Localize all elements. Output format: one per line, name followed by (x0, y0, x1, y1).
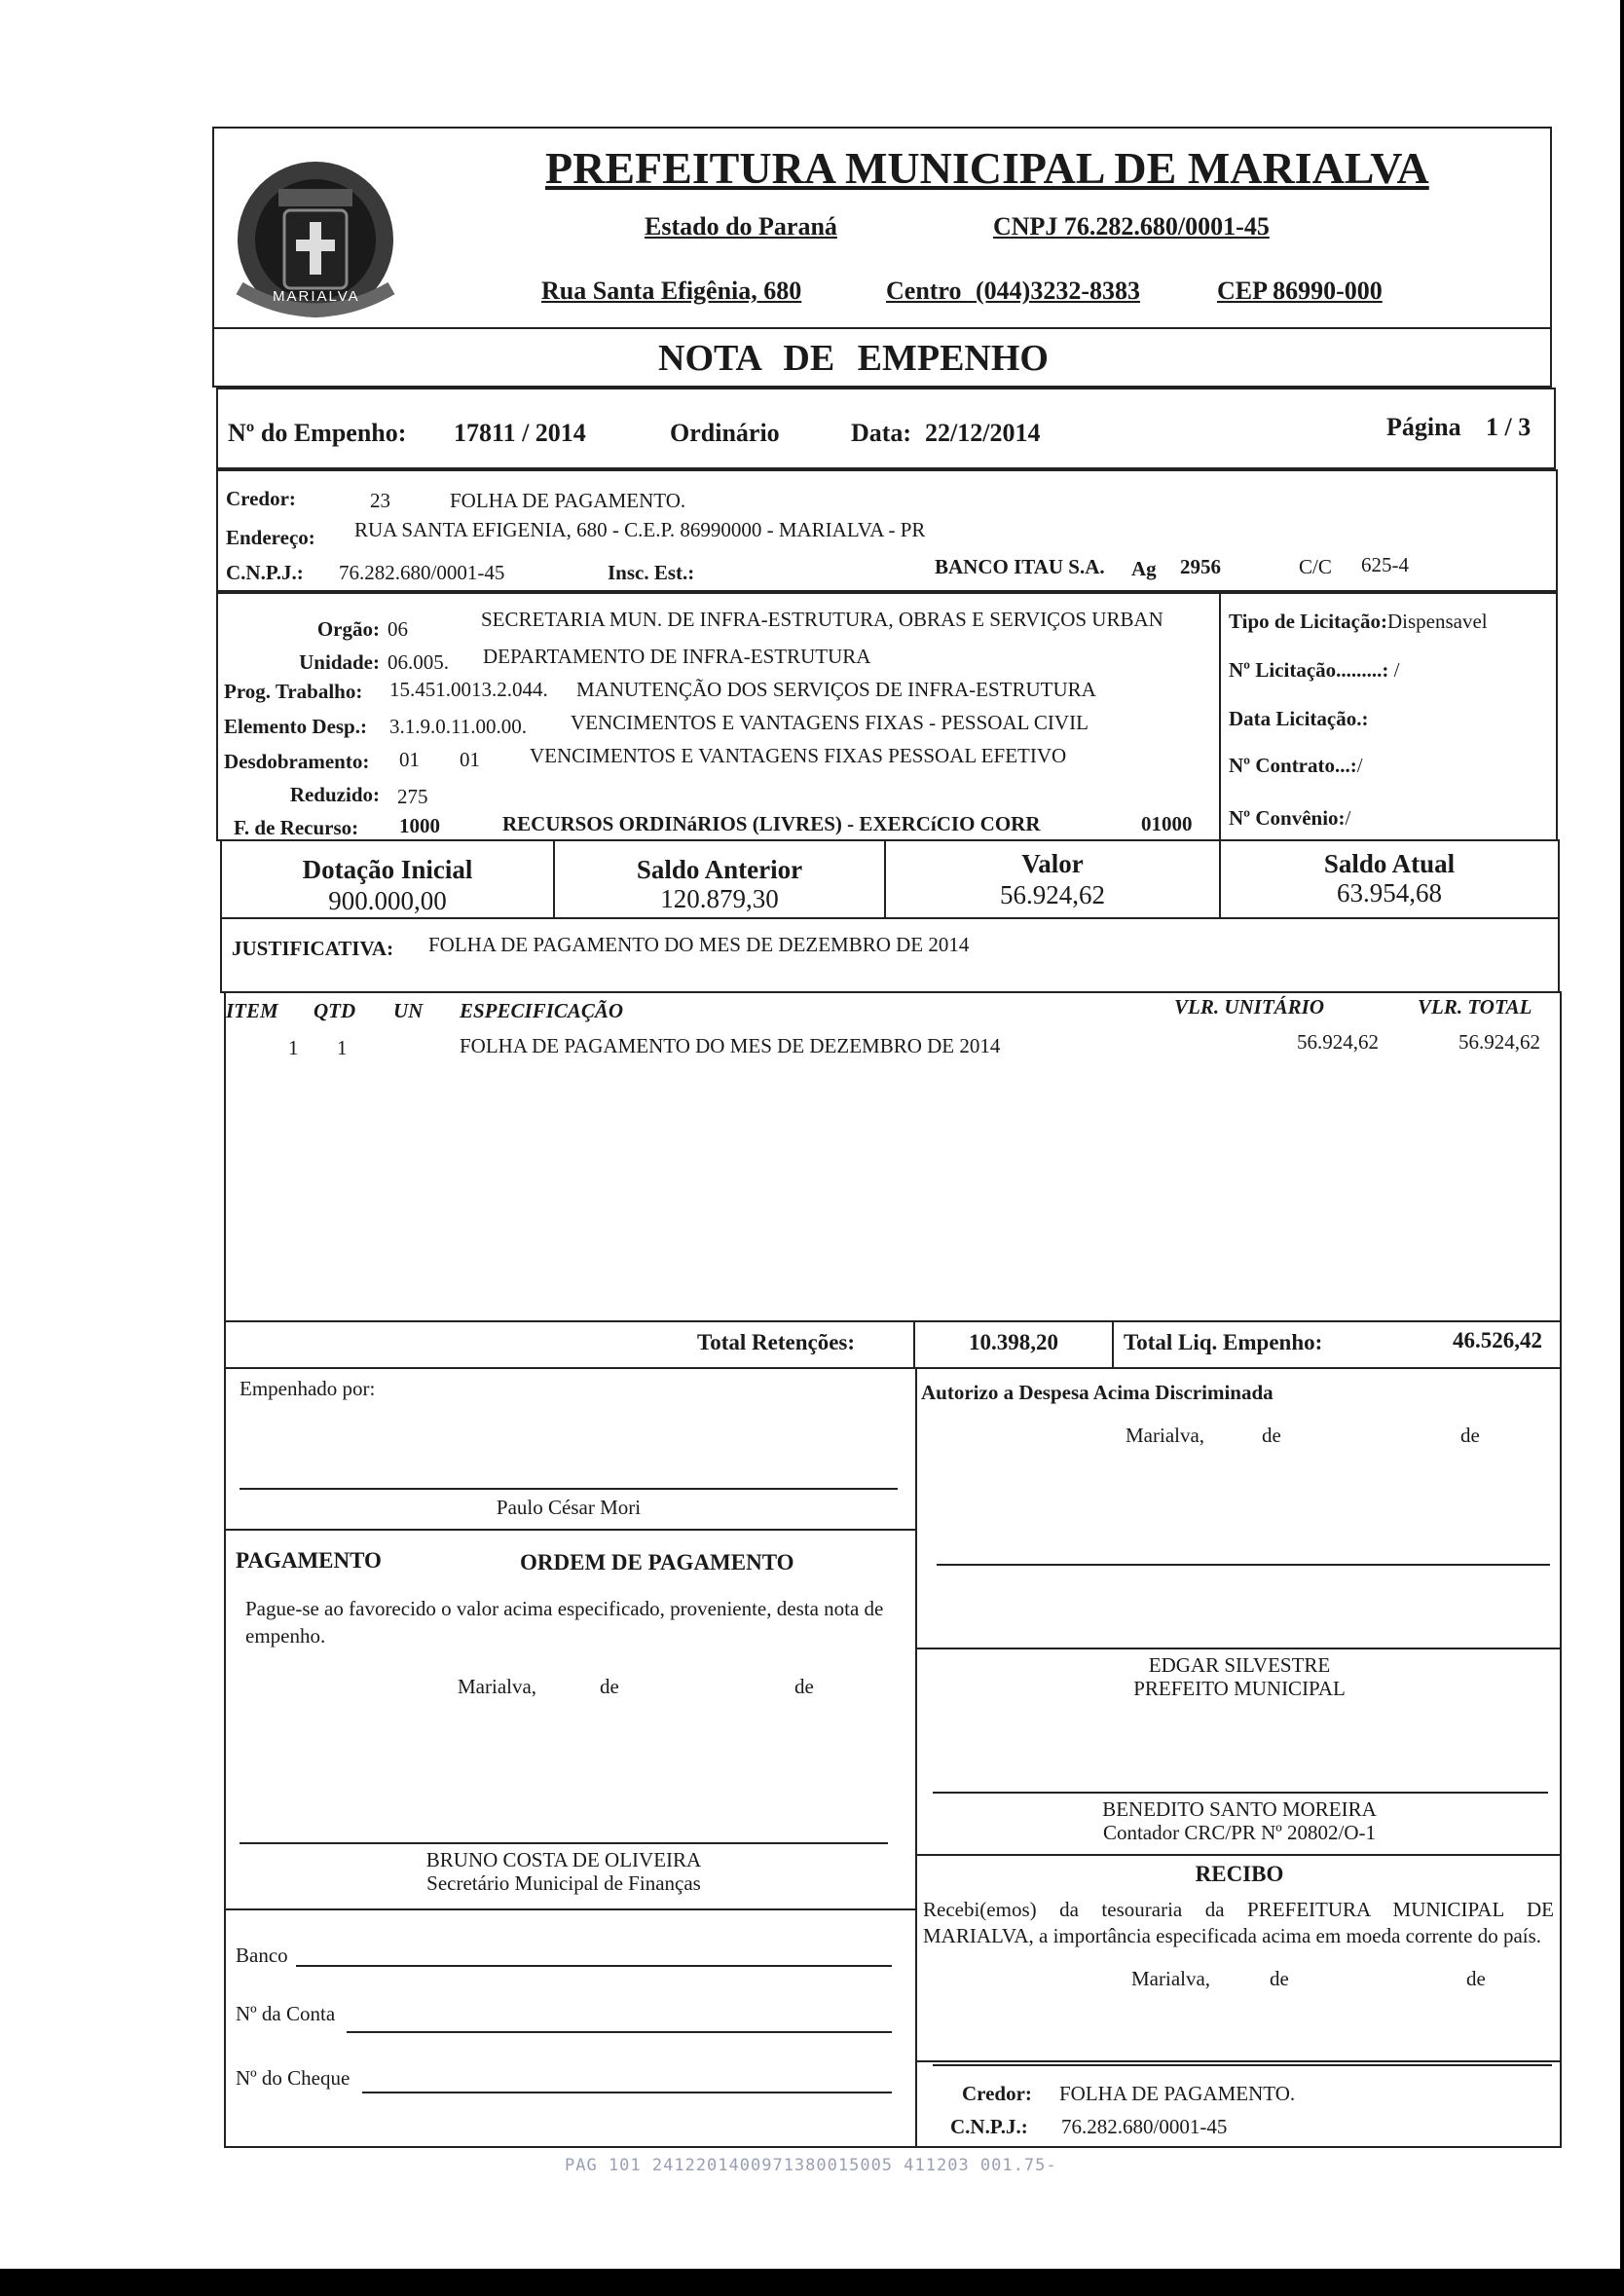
credor-code: 23 (370, 489, 390, 512)
valor-label: Valor (1021, 849, 1084, 878)
recurso-name: RECURSOS ORDINáRIOS (LIVRES) - EXERCíCIO CORR (502, 812, 1041, 835)
saldo-atual-value: 63.954,68 (1337, 878, 1442, 907)
contador-name: BENEDITO SANTO MOREIRA (1102, 1797, 1377, 1821)
prog-name: MANUTENÇÃO DOS SERVIÇOS DE INFRA-ESTRUTURA (576, 678, 1096, 701)
header-cnpj: CNPJ 76.282.680/0001-45 (993, 212, 1270, 241)
total-retencoes-label: Total Retenções: (697, 1330, 856, 1354)
col-un: UN (393, 999, 424, 1022)
header-cep: CEP 86990-000 (1217, 277, 1383, 305)
cnpj-label: C.N.P.J.: (226, 561, 304, 584)
autorizo-label: Autorizo a Despesa Acima Discriminada (921, 1381, 1273, 1404)
banco-label: Banco (236, 1944, 288, 1967)
empenho-number: 17811 / 2014 (454, 419, 586, 447)
orgao-name: SECRETARIA MUN. DE INFRA-ESTRUTURA, OBRAS E SERVIÇOS URBAN (481, 608, 1163, 631)
unidade-code: 06.005. (388, 650, 449, 674)
pagamento-label: PAGAMENTO (236, 1548, 382, 1573)
recibo-text: Recebi(emos) da tesouraria da PREFEITURA MUNICIPAL DE MARIALVA, a importância especificada acima em moeda corrente do país. (923, 1898, 1554, 1947)
recurso-label: F. de Recurso: (234, 816, 359, 839)
signature-line (240, 1488, 898, 1490)
header-street: Rua Santa Efigênia, 680 (541, 277, 802, 305)
numero-convenio-value: / (1345, 806, 1351, 830)
prefeito-name: EDGAR SILVESTRE (1148, 1653, 1331, 1677)
recibo-de1: de (1270, 1967, 1289, 1990)
tipo-licitacao-label-text: Tipo de Licitação: (1229, 610, 1387, 633)
prefeito-signature-line (933, 1792, 1548, 1794)
prog-code: 15.451.0013.2.044. (389, 678, 548, 701)
elemento-name: VENCIMENTOS E VANTAGENS FIXAS - PESSOAL CIVIL (571, 711, 1089, 734)
reduzido-value: 275 (397, 785, 428, 808)
autorizo-city: Marialva, (1126, 1424, 1205, 1447)
empenho-label: Nº do Empenho: (228, 419, 407, 447)
empenhado-por-label: Empenhado por: (240, 1377, 376, 1400)
pagamento-signature-line (240, 1842, 888, 1844)
recibo-cnpj: 76.282.680/0001-45 (1061, 2115, 1228, 2138)
tipo-licitacao-value: Dispensavel (1386, 610, 1488, 633)
justificativa-text: FOLHA DE PAGAMENTO DO MES DE DEZEMBRO DE 2014 (428, 933, 970, 956)
tipo-licitacao-label (1229, 610, 1488, 634)
account-number: 625-4 (1361, 553, 1409, 576)
saldo-anterior-value: 120.879,30 (660, 884, 779, 913)
processing-stamp: PAG 101 2412201400971380015005 411203 001.75- (565, 2156, 1057, 2175)
recibo-de2: de (1466, 1967, 1486, 1990)
prefeito-role: PREFEITO MUNICIPAL (1133, 1677, 1346, 1700)
recibo-cnpj-label: C.N.P.J.: (950, 2115, 1028, 2138)
state-name: Estado do Paraná (645, 212, 837, 241)
col-qtd: QTD (314, 999, 356, 1022)
conta-label: Nº da Conta (236, 2002, 336, 2025)
desdobramento-name: VENCIMENTOS E VANTAGENS FIXAS PESSOAL EFETIVO (530, 744, 1067, 767)
autorizo-de1: de (1262, 1424, 1281, 1447)
row-vlr-total: 56.924,62 (1458, 1030, 1540, 1054)
total-liquido-value: 46.526,42 (1453, 1328, 1542, 1352)
orgao-label: Orgão: (316, 617, 380, 641)
credor-cnpj: 76.282.680/0001-45 (339, 561, 505, 584)
reduzido-label: Reduzido: (289, 783, 380, 806)
agency-label: Ag (1131, 557, 1157, 580)
numero-licitacao-label: Nº Licitação.........: (1229, 658, 1389, 682)
col-vlr-unitario: VLR. UNITÁRIO (1174, 995, 1325, 1018)
col-vlr-total: VLR. TOTAL (1418, 995, 1532, 1018)
account-label: C/C (1299, 555, 1332, 578)
insc-label: Insc. Est.: (608, 561, 695, 584)
orgao-code: 06 (388, 617, 408, 641)
credor-name: FOLHA DE PAGAMENTO. (450, 489, 686, 512)
pagamento-de1: de (600, 1675, 619, 1698)
page-number: 1 / 3 (1486, 413, 1532, 441)
recibo-title: RECIBO (1195, 1862, 1284, 1886)
pagamento-text: Pague-se ao favorecido o valor acima especificado, proveniente, desta nota de empenho. (245, 1597, 884, 1648)
empenho-date: 22/12/2014 (925, 419, 1041, 447)
recibo-credor-label: Credor: (962, 2082, 1032, 2105)
document-title: NOTA DE EMPENHO (658, 338, 1049, 379)
desdobramento-label: Desdobramento: (224, 750, 370, 773)
elemento-code: 3.1.9.0.11.00.00. (389, 715, 527, 738)
credor-label: Credor: (226, 487, 296, 510)
totais-box (224, 1320, 1562, 1369)
coat-of-arms-seal (220, 142, 411, 333)
bank-name: BANCO ITAU S.A. (935, 555, 1105, 578)
cheque-line (362, 2092, 892, 2093)
scan-edge (1620, 0, 1624, 2296)
banco-line (296, 1965, 892, 1967)
numero-licitacao-value: / (1393, 658, 1400, 682)
total-retencoes-value: 10.398,20 (969, 1330, 1058, 1354)
autorizo-signature-line (937, 1564, 1550, 1566)
empenho-date-label: Data: (851, 419, 912, 447)
seal-text: MARIALVA (273, 288, 360, 305)
justificativa-label: JUSTIFICATIVA: (232, 937, 394, 960)
pagamento-de2: de (794, 1675, 814, 1698)
page-label: Página (1386, 413, 1461, 441)
agency-number: 2956 (1180, 555, 1221, 578)
row-qtd: 1 (337, 1036, 348, 1059)
pagamento-city: Marialva, (458, 1675, 537, 1698)
header-phone: Centro (044)3232-8383 (886, 277, 1140, 305)
elemento-label: Elemento Desp.: (224, 715, 367, 738)
data-licitacao-label: Data Licitação.: (1229, 707, 1369, 730)
saldo-atual-label: Saldo Atual (1323, 849, 1456, 878)
prog-label: Prog. Trabalho: (224, 680, 363, 703)
desdobramento-code2: 01 (460, 748, 480, 771)
row-item: 1 (288, 1036, 299, 1059)
saldo-anterior-label: Saldo Anterior (636, 855, 803, 884)
col-item: ITEM (226, 999, 278, 1022)
unidade-label: Unidade: (299, 650, 380, 674)
pagamento-signer-role: Secretário Municipal de Finanças (426, 1871, 701, 1895)
numero-licitacao (1229, 658, 1400, 683)
numero-convenio (1229, 806, 1350, 831)
autorizo-de2: de (1460, 1424, 1480, 1447)
numero-contrato (1229, 754, 1363, 778)
ordem-pagamento-label: ORDEM DE PAGAMENTO (520, 1550, 794, 1574)
address-label: Endereço: (226, 526, 315, 549)
dotacao-label: Dotação Inicial (302, 855, 473, 884)
valor-value: 56.924,62 (1000, 880, 1105, 909)
conta-line (347, 2031, 892, 2033)
contador-role: Contador CRC/PR Nº 20802/O-1 (1102, 1821, 1377, 1844)
empenho-type: Ordinário (670, 419, 780, 447)
scan-bottom-edge (0, 2269, 1624, 2296)
recurso-code: 1000 (399, 814, 440, 837)
numero-convenio-label: Nº Convênio: (1229, 806, 1346, 830)
recibo-signature-line (933, 2064, 1552, 2066)
page-title: PREFEITURA MUNICIPAL DE MARIALVA (545, 143, 1429, 193)
row-vlr-unitario: 56.924,62 (1297, 1030, 1379, 1054)
recibo-credor-name: FOLHA DE PAGAMENTO. (1059, 2082, 1296, 2105)
desdobramento-code1: 01 (399, 748, 420, 771)
credor-address: RUA SANTA EFIGENIA, 680 - C.E.P. 86990000 - MARIALVA - PR (354, 518, 926, 541)
row-especificacao: FOLHA DE PAGAMENTO DO MES DE DEZEMBRO DE 2014 (460, 1034, 1001, 1057)
total-liquido-label: Total Liq. Empenho: (1124, 1330, 1323, 1354)
empenhado-signer: Paulo César Mori (496, 1496, 642, 1519)
numero-contrato-value: / (1356, 754, 1363, 777)
pagamento-signer: BRUNO COSTA DE OLIVEIRA (425, 1848, 702, 1871)
cheque-label: Nº do Cheque (236, 2066, 351, 2090)
numero-contrato-label: Nº Contrato...: (1229, 754, 1357, 777)
recibo-city: Marialva, (1131, 1967, 1211, 1990)
recurso-code2: 01000 (1141, 812, 1193, 835)
dotacao-value: 900.000,00 (328, 886, 447, 915)
col-especificacao: ESPECIFICAÇÃO (460, 999, 624, 1022)
unidade-name: DEPARTAMENTO DE INFRA-ESTRUTURA (483, 645, 871, 668)
